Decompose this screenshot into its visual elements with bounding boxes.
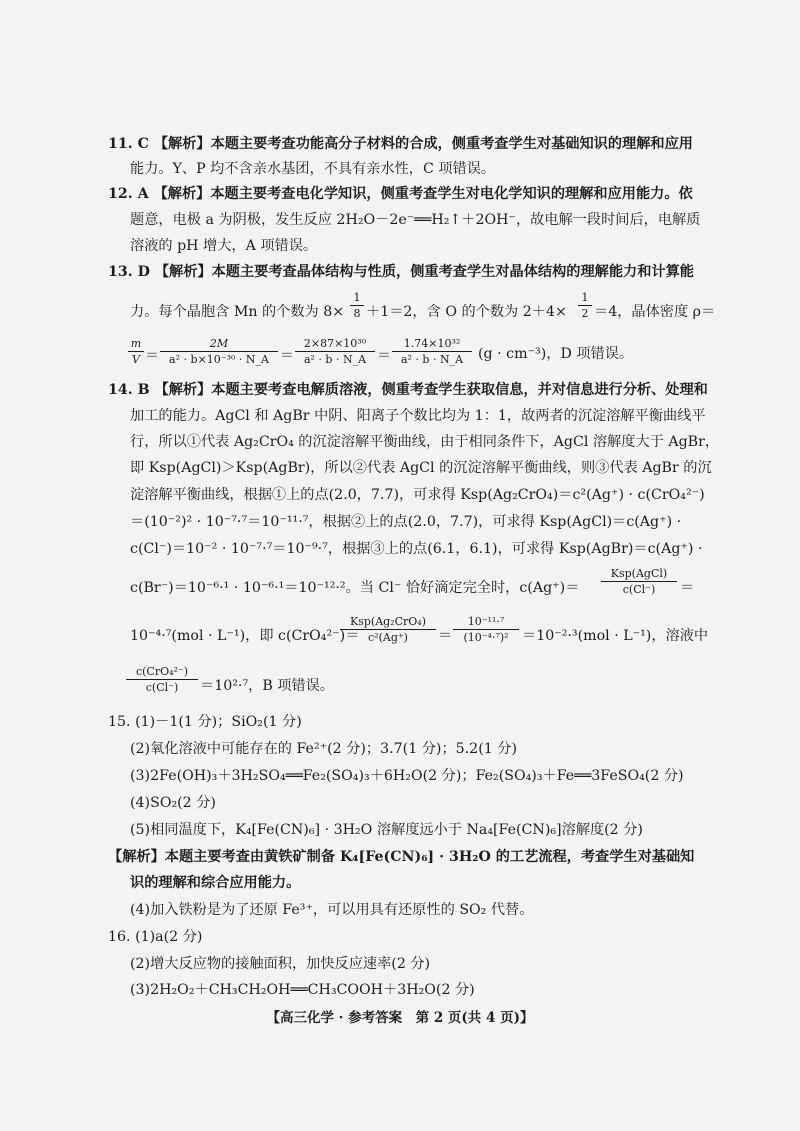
q14-frac-ksp-ag2cro4: Ksp(Ag₂CrO₄) c²(Ag⁺) <box>340 614 436 645</box>
q13-frac-2: $\frac{1}{2}$ <box>578 290 592 321</box>
q14-line-5: 淀溶解平衡曲线，根据①上的点(2.0，7.7)，可求得 Ksp(Ag₂CrO₄)＝c²(Ag⁺) · c(CrO₄²⁻) <box>130 487 705 503</box>
q14-line-1: 14. B 【解析】本题主要考查电解质溶液，侧重考查学生获取信息，并对信息进行分析、处理和 <box>108 382 708 398</box>
q14-frac-ksp-agcl: Ksp(AgCl) c(Cl⁻) <box>601 566 677 597</box>
q13-frac-density: $\frac{2M}{\text{a² · b×10⁻³⁰ · N\_A}}$ <box>160 336 278 367</box>
q14-line-8b: ＝ <box>680 580 695 596</box>
q13-line-1: 13. D 【解析】本题主要考查晶体结构与性质，侧重考查学生对晶体结构的理解能力和计算能 <box>108 264 694 280</box>
q11-line-2: 能力。Y、P 均不含亲水基团，不具有亲水性，C 项错误。 <box>130 161 496 177</box>
q14-line-2: 加工的能力。AgCl 和 AgBr 中阴、阳离子个数比均为 1：1，故两者的沉淀溶解平衡曲线平 <box>130 408 706 424</box>
q14-line-6: ＝(10⁻²)² · 10⁻⁷·⁷＝10⁻¹¹·⁷，根据②上的点(2.0，7.7)，可求得 Ksp(AgCl)＝c(Ag⁺) · <box>130 514 682 530</box>
q15-line-1: 15. (1)－1(1 分)；SiO₂(1 分) <box>108 714 302 730</box>
q16-line-2: (2)增大反应物的接触面积，加快反应速率(2 分) <box>130 956 431 972</box>
q15-line-2: (2)氧化溶液中可能存在的 Fe²⁺(2 分)；3.7(1 分)；5.2(1 分) <box>130 741 518 757</box>
q14-line-10: ＝10²·⁷，B 项错误。 <box>200 678 334 694</box>
q12-line-3: 溶液的 pH 增大，A 项错误。 <box>130 238 318 254</box>
q13-eq-2: ＝ <box>280 348 294 364</box>
q15-line-3: (3)2Fe(OH)₃＋3H₂SO₄══Fe₂(SO₄)₃＋6H₂O(2 分)；Fe₂(SO₄)₃＋Fe══3FeSO₄(2 分) <box>130 768 684 784</box>
q14-line-9a: 10⁻⁴·⁷(mol · L⁻¹)，即 c(CrO₄²⁻)＝ <box>130 628 360 644</box>
q15-line-7: 识的理解和综合应用能力。 <box>130 875 301 891</box>
q14-frac-ratio: c(CrO₄²⁻) c(Cl⁻) <box>126 664 198 695</box>
q11-line-1: 11. C 【解析】本题主要考查功能高分子材料的合成，侧重考查学生对基础知识的理解和应用 <box>108 136 693 152</box>
q13-frac-1: $\frac{1}{8}$ <box>350 290 364 321</box>
q14-line-9b: ＝ <box>438 628 453 644</box>
q13-line-2b: ＋1＝2，含 O 的个数为 2＋4× <box>366 304 567 320</box>
q15-line-6: 【解析】本题主要考查由黄铁矿制备 K₄[Fe(CN)₆] · 3H₂O 的工艺流程，考查学生对基础知 <box>108 849 695 865</box>
q16-line-1: 16. (1)a(2 分) <box>108 929 203 945</box>
q13-eq-1: ＝ <box>145 348 159 364</box>
q15-line-4: (4)SO₂(2 分) <box>130 795 216 811</box>
q15-line-5: (5)相同温度下，K₄[Fe(CN)₆] · 3H₂O 溶解度远小于 Na₄[Fe(CN)₆]溶解度(2 分) <box>130 822 643 838</box>
q13-eq-3: ＝ <box>377 348 391 364</box>
q16-line-3: (3)2H₂O₂＋CH₃CH₂OH══CH₃COOH＋3H₂O(2 分) <box>130 982 475 998</box>
q14-line-8a: c(Br⁻)＝10⁻⁶·¹ · 10⁻⁶·¹＝10⁻¹²·²。当 Cl⁻ 恰好滴定完全时，c(Ag⁺)＝ <box>130 580 580 596</box>
q12-line-1: 12. A 【解析】本题主要考查电化学知识，侧重考查学生对电化学知识的理解和应用能力。依 <box>108 186 693 202</box>
q14-line-4: 即 Ksp(AgCl)＞Ksp(AgBr)，所以②代表 AgCl 的沉淀溶解平衡曲线，则③代表 AgBr 的沉 <box>130 460 712 476</box>
q13-tail: (g · cm⁻³)，D 项错误。 <box>478 346 634 362</box>
q12-line-2: 题意，电极 a 为阴极，发生反应 2H₂O－2e⁻══H₂↑＋2OH⁻，故电解一段时间后，电解质 <box>130 212 701 228</box>
q13-frac-m-over-v: $\frac{m}{V}$ <box>128 336 144 367</box>
q13-frac-mass: $\frac{\text{2×87×10³⁰}}{\text{a² · b · N\_A}}$ <box>295 336 375 367</box>
q14-frac-powers: $\frac{\text{10⁻¹¹·⁷}}{\text{(10⁻⁴·⁷)²}}$ <box>453 614 519 645</box>
q15-line-8: (4)加入铁粉是为了还原 Fe³⁺，可以用具有还原性的 SO₂ 代替。 <box>130 902 534 918</box>
q13-frac-result: $\frac{\text{1.74×10³²}}{\text{a² · b · N\_A}}$ <box>392 336 472 367</box>
q14-line-7: c(Cl⁻)＝10⁻² · 10⁻⁷·⁷＝10⁻⁹·⁷，根据③上的点(6.1，6.1)，可求得 Ksp(AgBr)＝c(Ag⁺) · <box>130 541 703 557</box>
q14-line-3: 行，所以①代表 Ag₂CrO₄ 的沉淀溶解平衡曲线，由于相同条件下，AgCl 溶解度大于 AgBr， <box>130 434 720 450</box>
q13-line-2c: ＝4，晶体密度 ρ＝ <box>594 304 716 320</box>
q13-line-2a: 力。每个晶胞含 Mn 的个数为 8× <box>130 304 345 320</box>
page-footer: 【高三化学 · 参考答案 第 2 页(共 4 页)】 <box>266 1010 534 1026</box>
q14-line-9c: ＝10⁻²·³(mol · L⁻¹)，溶液中 <box>522 628 709 644</box>
